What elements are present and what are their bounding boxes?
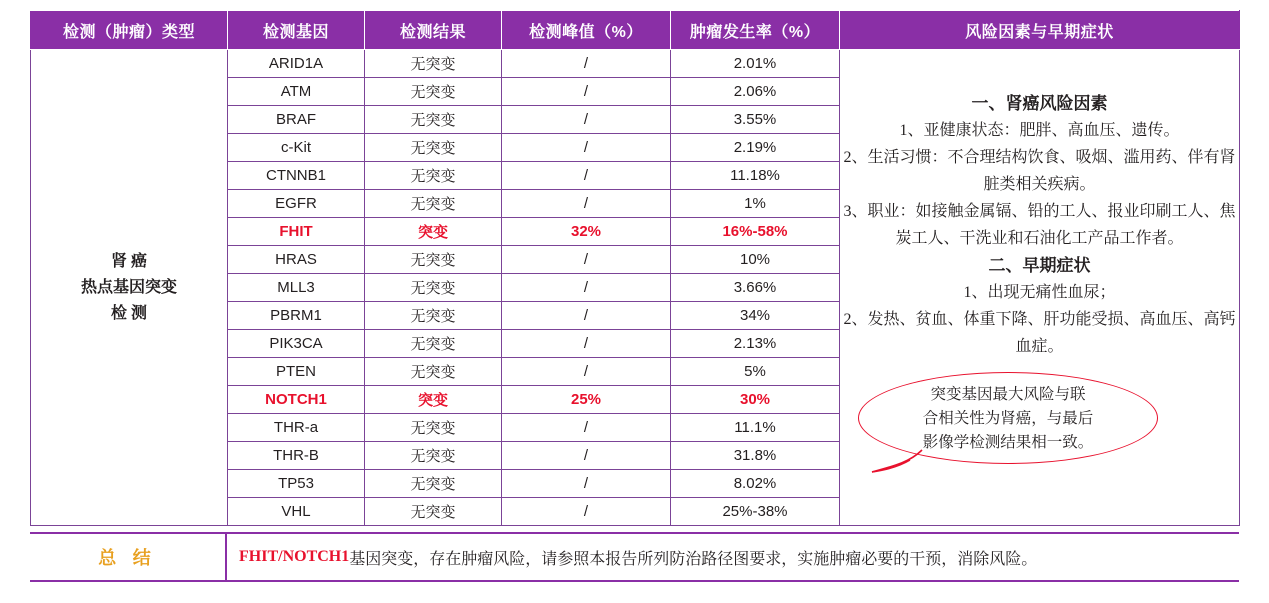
gene-incidence: 5% <box>671 358 840 386</box>
gene-peak: 25% <box>502 386 671 414</box>
gene-result: 无突变 <box>365 162 502 190</box>
gene-name: PIK3CA <box>228 330 365 358</box>
bubble-line-3: 影像学检测结果相一致。 <box>922 433 1094 451</box>
gene-name: CTNNB1 <box>228 162 365 190</box>
gene-incidence: 3.66% <box>671 274 840 302</box>
gene-incidence: 16%-58% <box>671 218 840 246</box>
tumor-type-line3: 检 测 <box>110 304 147 322</box>
gene-peak: / <box>502 190 671 218</box>
tumor-type-cell <box>31 50 228 526</box>
gene-name: TP53 <box>228 470 365 498</box>
gene-result: 无突变 <box>365 358 502 386</box>
gene-result: 无突变 <box>365 330 502 358</box>
tumor-type-line2: 热点基因突变 <box>80 278 177 296</box>
gene-peak: / <box>502 330 671 358</box>
gene-incidence: 31.8% <box>671 442 840 470</box>
gene-incidence: 1% <box>671 190 840 218</box>
tumor-type-line1: 肾 癌 <box>110 252 147 270</box>
bubble-line-1: 突变基因最大风险与联 <box>930 385 1086 403</box>
gene-incidence: 8.02% <box>671 470 840 498</box>
header-incidence: 肿瘤发生率（%） <box>671 11 840 50</box>
risk-item-3: 3、职业：如接触金属镉、铅的工人、报业印刷工人、焦炭工人、干洗业和石油化工产品工作者。 <box>843 202 1236 247</box>
gene-peak: / <box>502 274 671 302</box>
gene-result: 无突变 <box>365 498 502 526</box>
gene-result: 无突变 <box>365 106 502 134</box>
gene-peak: / <box>502 246 671 274</box>
gene-name: EGFR <box>228 190 365 218</box>
header-gene: 检测基因 <box>228 11 365 50</box>
summary-text <box>227 534 1239 580</box>
risk-item-2: 2、生活习惯：不合理结构饮食、吸烟、滥用药、伴有肾脏类相关疾病。 <box>843 148 1236 193</box>
gene-result: 无突变 <box>365 134 502 162</box>
gene-name: PBRM1 <box>228 302 365 330</box>
gene-result: 突变 <box>365 386 502 414</box>
gene-incidence: 11.18% <box>671 162 840 190</box>
symptom-1: 1、出现无痛性血尿； <box>963 283 1116 301</box>
gene-result: 突变 <box>365 218 502 246</box>
gene-incidence: 2.06% <box>671 78 840 106</box>
gene-peak: / <box>502 302 671 330</box>
gene-result: 无突变 <box>365 442 502 470</box>
gene-name: ATM <box>228 78 365 106</box>
gene-result: 无突变 <box>365 50 502 78</box>
gene-name: THR-B <box>228 442 365 470</box>
gene-result: 无突变 <box>365 274 502 302</box>
gene-peak: / <box>502 134 671 162</box>
gene-name: NOTCH1 <box>228 386 365 414</box>
gene-name: BRAF <box>228 106 365 134</box>
summary-highlight: FHIT/NOTCH1 <box>239 548 350 565</box>
gene-peak: / <box>502 106 671 134</box>
gene-incidence: 2.01% <box>671 50 840 78</box>
gene-peak: / <box>502 78 671 106</box>
gene-incidence: 34% <box>671 302 840 330</box>
gene-name: MLL3 <box>228 274 365 302</box>
gene-peak: / <box>502 358 671 386</box>
table-row <box>31 50 1240 78</box>
conclusion-bubble-wrap <box>840 360 1239 486</box>
summary-section <box>30 532 1239 582</box>
gene-result: 无突变 <box>365 414 502 442</box>
gene-incidence: 3.55% <box>671 106 840 134</box>
gene-name: PTEN <box>228 358 365 386</box>
summary-label: 总 结 <box>30 534 227 580</box>
header-tumor-type: 检测（肿瘤）类型 <box>31 11 228 50</box>
gene-incidence: 11.1% <box>671 414 840 442</box>
summary-body: 基因突变，存在肿瘤风险，请参照本报告所列防治路径图要求，实施肿瘤必要的干预，消除风险。 <box>349 550 1038 568</box>
gene-name: HRAS <box>228 246 365 274</box>
gene-incidence: 2.19% <box>671 134 840 162</box>
header-peak: 检测峰值（%） <box>502 11 671 50</box>
gene-peak: / <box>502 470 671 498</box>
gene-peak: / <box>502 442 671 470</box>
gene-result: 无突变 <box>365 470 502 498</box>
gene-name: ARID1A <box>228 50 365 78</box>
gene-incidence: 10% <box>671 246 840 274</box>
risk-section1-title: 一、肾癌风险因素 <box>971 93 1108 113</box>
symptom-2: 2、发热、贫血、体重下降、肝功能受损、高血压、高钙血症。 <box>843 310 1236 355</box>
gene-incidence: 25%-38% <box>671 498 840 526</box>
bubble-line-2: 合相关性为肾癌，与最后 <box>922 409 1094 427</box>
gene-result: 无突变 <box>365 190 502 218</box>
gene-test-table <box>30 10 1240 526</box>
gene-peak: / <box>502 498 671 526</box>
header-result: 检测结果 <box>365 11 502 50</box>
gene-name: c-Kit <box>228 134 365 162</box>
risk-factors-cell <box>840 50 1240 526</box>
gene-result: 无突变 <box>365 246 502 274</box>
risk-section2-title: 二、早期症状 <box>988 255 1091 275</box>
gene-result: 无突变 <box>365 302 502 330</box>
gene-incidence: 30% <box>671 386 840 414</box>
gene-incidence: 2.13% <box>671 330 840 358</box>
gene-result: 无突变 <box>365 78 502 106</box>
gene-name: THR-a <box>228 414 365 442</box>
header-risk-factors: 风险因素与早期症状 <box>840 11 1240 50</box>
gene-peak: / <box>502 414 671 442</box>
gene-peak: / <box>502 50 671 78</box>
risk-item-1: 1、亚健康状态：肥胖、高血压、遗传。 <box>899 121 1180 139</box>
gene-name: VHL <box>228 498 365 526</box>
table-header-row <box>31 11 1240 50</box>
bubble-tail-icon <box>870 448 928 474</box>
gene-peak: / <box>502 162 671 190</box>
gene-peak: 32% <box>502 218 671 246</box>
gene-name: FHIT <box>228 218 365 246</box>
